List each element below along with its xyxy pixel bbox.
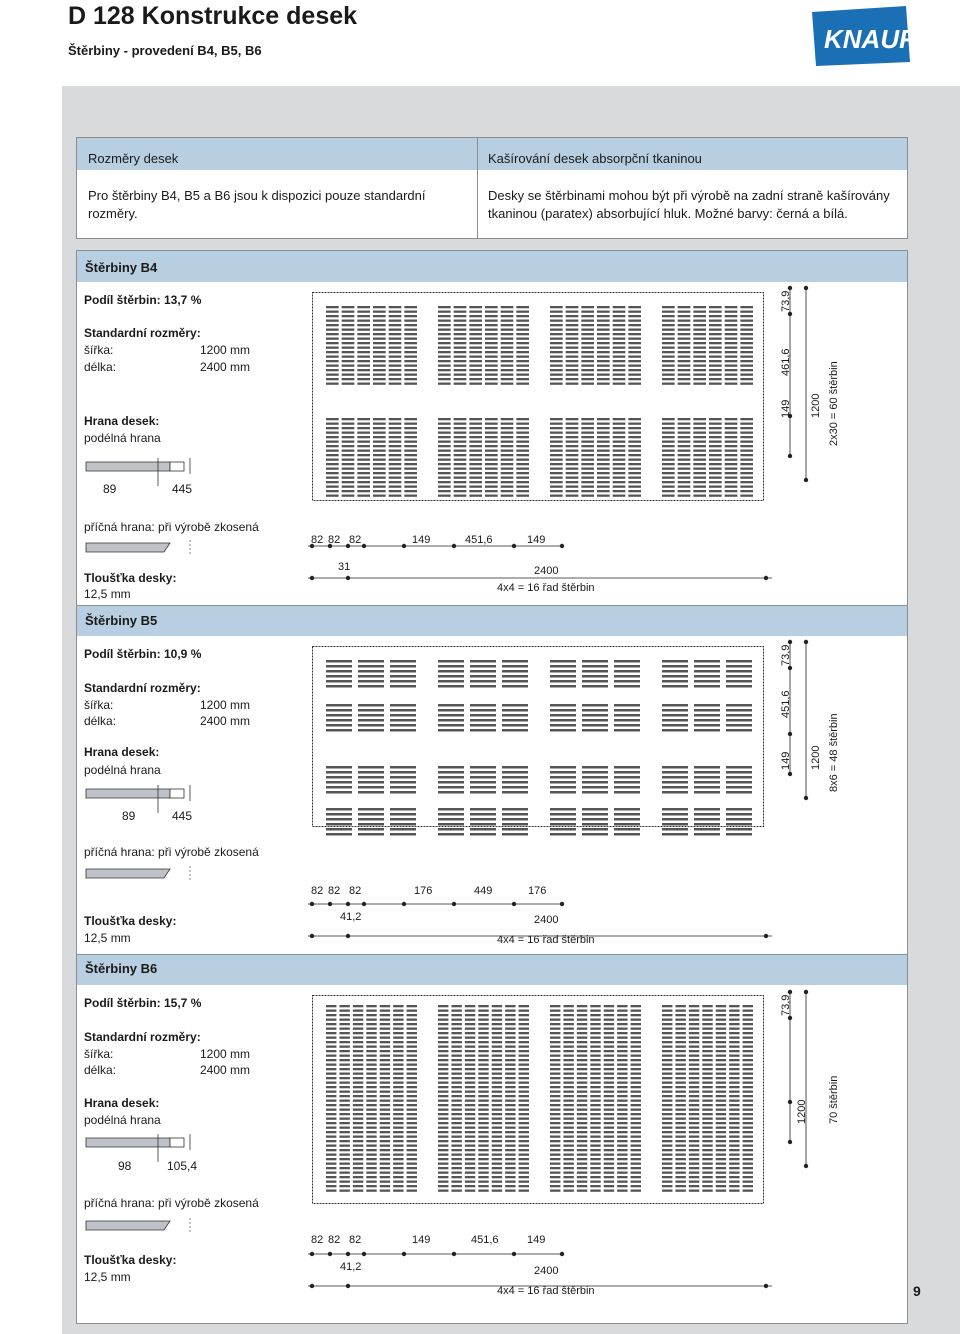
board-drawing [312,646,764,827]
edge-dim-b: 105,4 [167,1159,198,1173]
board-drawing [312,995,764,1204]
dim-149-b: 149 [527,1234,546,1246]
dim-449: 449 [474,885,493,897]
cross-edge: příčná hrana: při výrobě zkosená [84,845,259,859]
dim-small: 31 [338,561,351,573]
page-title: D 128 Konstrukce desek [68,2,358,30]
edge-label: Hrana desek: [84,745,160,759]
dim-82-1: 82 [311,534,324,546]
svg-text:KNAUF: KNAUF [824,24,915,54]
info-left-text-1: Pro štěrbiny B4, B5 a B6 jsou k dispozici pouze standardní [88,188,426,203]
edge-profile [84,1134,196,1150]
row-count: 4x4 = 16 řad štěrbin [497,582,595,594]
thickness-label: Tloušťka desky: [84,571,177,585]
width-label: šířka: [84,698,114,712]
cross-edge-profile [84,866,196,880]
width-value: 1200 mm [200,698,251,712]
edge-label: Hrana desek: [84,1096,160,1110]
dim-small: 41,2 [340,1261,362,1273]
length-label: délka: [84,360,117,374]
dim-length: 2400 [534,565,559,577]
divider [477,138,478,238]
dim-82-2: 82 [328,534,341,546]
dim-82-1: 82 [311,885,324,897]
edge-profile [84,785,196,801]
section-header-bar [77,955,907,985]
section-header-bar [77,606,907,636]
dim-149-a: 149 [412,534,431,546]
dim-149-a: 149 [412,1234,431,1246]
cross-edge-profile [84,1218,196,1232]
knauf-logo [806,4,914,66]
side-dim-73: 73,9 [780,290,792,312]
edge-label: Hrana desek: [84,414,160,428]
width-label: šířka: [84,343,114,357]
info-right-text-2: tkaninou (paratex) absorbující hluk. Možné barvy: černá a bílá. [488,206,848,221]
edge-dim-b: 445 [172,482,193,496]
dim-176-a: 176 [414,885,433,897]
info-box [76,137,908,239]
side-dim-461: 461,6 [780,348,792,376]
side-dim-149: 149 [780,751,792,770]
row-count: 4x4 = 16 řad štěrbin [497,934,595,946]
slot-share: Podíl štěrbin: 15,7 % [84,996,202,1010]
row-count: 4x4 = 16 řad štěrbin [497,1285,595,1297]
dim-length: 2400 [534,1265,559,1277]
length-label: délka: [84,1063,117,1077]
page-number: 9 [913,1283,921,1299]
info-left-text-2: rozměry. [88,206,138,221]
width-value: 1200 mm [200,1047,251,1061]
side-dim-1200: 1200 [796,1099,808,1124]
dim-176-b: 176 [528,885,547,897]
std-dims-label: Standardní rozměry: [84,681,201,695]
length-label: délka: [84,714,117,728]
section-title: Štěrbiny B6 [85,961,158,976]
dim-82-2: 82 [328,885,341,897]
dim-length: 2400 [534,914,559,926]
width-label: šířka: [84,1047,114,1061]
side-dim-149: 149 [780,399,792,418]
side-dim-1200: 1200 [810,393,822,418]
dim-451: 451,6 [471,1234,499,1246]
length-value: 2400 mm [200,1063,251,1077]
dim-149-b: 149 [527,534,546,546]
length-value: 2400 mm [200,714,251,728]
side-dim-451: 451,6 [780,690,792,718]
thickness-value: 12,5 mm [84,931,131,945]
cross-edge-profile [84,540,196,554]
info-right-text-1: Desky se štěrbinami mohou být při výrobě na zadní straně kašírovány [488,188,890,203]
edge-value: podélná hrana [84,1113,161,1127]
width-value: 1200 mm [200,343,251,357]
dim-82-1: 82 [311,1234,324,1246]
side-dim-73: 73,9 [780,994,792,1016]
dim-82-3: 82 [349,534,362,546]
dim-small: 41,2 [340,911,362,923]
edge-dim-a: 89 [122,809,136,823]
std-dims-label: Standardní rozměry: [84,1030,201,1044]
dim-82-2: 82 [328,1234,341,1246]
edge-value: podélná hrana [84,431,161,445]
edge-dim-a: 98 [118,1159,132,1173]
dim-451: 451,6 [465,534,493,546]
cross-edge: příčná hrana: při výrobě zkosená [84,520,259,534]
page-subtitle: Štěrbiny - provedení B4, B5, B6 [68,43,262,58]
length-value: 2400 mm [200,360,251,374]
side-count: 2x30 = 60 štěrbin [828,361,840,446]
side-count: 8x6 = 48 štěrbin [828,713,840,792]
edge-profile [84,458,196,474]
board-drawing [312,292,764,501]
side-dim-1200: 1200 [810,745,822,770]
slot-share: Podíl štěrbin: 13,7 % [84,293,202,307]
edge-dim-b: 445 [172,809,193,823]
side-dim-73: 73,9 [780,644,792,666]
thickness-label: Tloušťka desky: [84,1253,177,1267]
section-title: Štěrbiny B4 [85,260,158,275]
cross-edge: příčná hrana: při výrobě zkosená [84,1196,259,1210]
edge-value: podélná hrana [84,763,161,777]
info-left-title: Rozměry desek [88,151,179,166]
std-dims-label: Standardní rozměry: [84,326,201,340]
edge-dim-a: 89 [103,482,117,496]
thickness-value: 12,5 mm [84,587,131,601]
dim-82-3: 82 [349,1234,362,1246]
thickness-value: 12,5 mm [84,1270,131,1284]
thickness-label: Tloušťka desky: [84,914,177,928]
dim-82-3: 82 [349,885,362,897]
side-count: 70 štěrbin [828,1075,840,1124]
slot-share: Podíl štěrbin: 10,9 % [84,647,202,661]
info-right-title: Kašírování desek absorpční tkaninou [488,151,702,166]
section-header-bar [77,251,907,282]
section-title: Štěrbiny B5 [85,613,158,628]
